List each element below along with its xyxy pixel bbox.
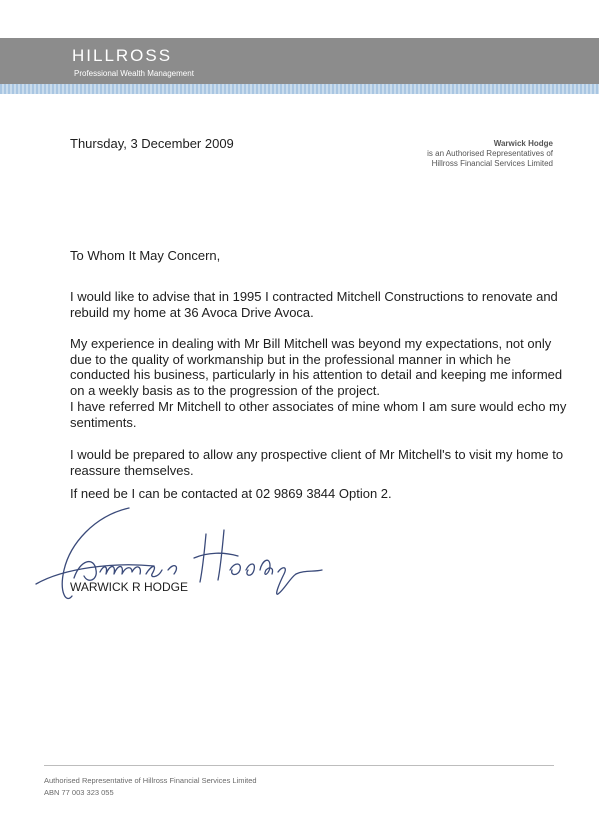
body-paragraph-5: If need be I can be contacted at 02 9869 3844 Option 2. bbox=[70, 486, 392, 501]
body-paragraph-3: I have referred Mr Mitchell to other associates of mine whom I am sure would echo my sentiments. bbox=[70, 399, 567, 430]
body-paragraph-2: My experience in dealing with Mr Bill Mitchell was beyond my expectations, not only due to the quality of workmanship but in the professional manner in which he conducted his business, particularly in his attention to detail and keeping me informed on a weekly basis as to the progression of the project. bbox=[70, 336, 563, 398]
letterhead-stripe bbox=[0, 84, 599, 94]
salutation: To Whom It May Concern, bbox=[70, 248, 221, 263]
footer-abn: ABN 77 003 323 055 bbox=[44, 788, 114, 797]
representative-name: Warwick Hodge bbox=[493, 139, 553, 148]
signatory-name: WARWICK R HODGE bbox=[70, 580, 189, 594]
representative-line-1: is an Authorised Representatives of bbox=[427, 149, 553, 158]
footer-divider bbox=[44, 765, 554, 766]
footer-line-1: Authorised Representative of Hillross Financial Services Limited bbox=[44, 776, 257, 785]
representative-line-2: Hillross Financial Services Limited bbox=[431, 159, 553, 168]
company-logo: HILLROSS bbox=[72, 46, 173, 65]
body-paragraph-4: I would be prepared to allow any prospective client of Mr Mitchell's to visit my home to reassure themselves. bbox=[70, 447, 564, 478]
company-tagline: Professional Wealth Management bbox=[74, 69, 194, 78]
representative-block bbox=[427, 139, 553, 169]
letter-date: Thursday, 3 December 2009 bbox=[70, 136, 234, 151]
body-paragraph-1: I would like to advise that in 1995 I contracted Mitchell Constructions to renovate and rebuild my home at 36 Avoca Drive Avoca. bbox=[70, 289, 558, 320]
